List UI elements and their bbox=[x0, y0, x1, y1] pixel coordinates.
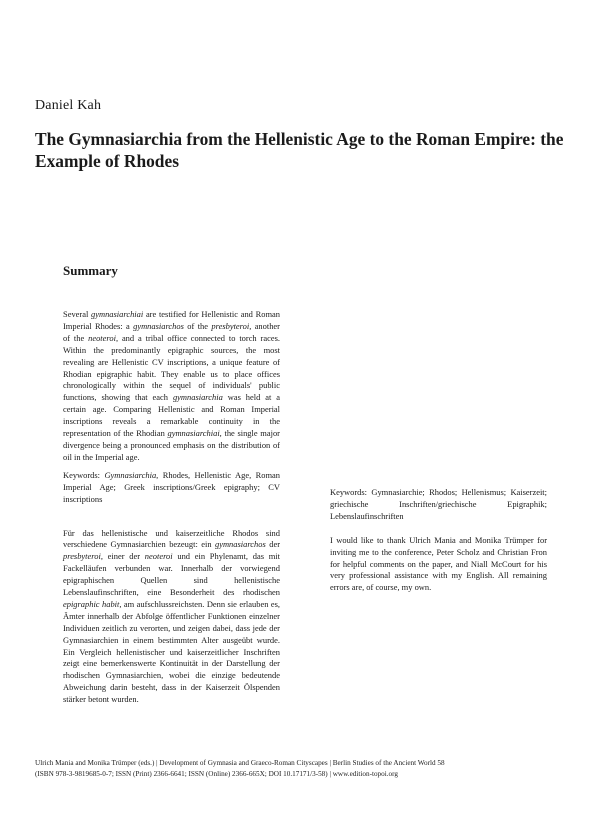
footer-line-1: Ulrich Mania and Monika Trümper (eds.) | Development of Gymnasia and Graeco-Roman Cityscapes | Berlin Studies of the Ancient World 58 bbox=[35, 759, 445, 767]
publication-footer bbox=[35, 758, 575, 780]
footer-line-2: (ISBN 978-3-9819685-0-7; ISSN (Print) 2366-6641; ISSN (Online) 2366-665X; DOI 10.17171/3-58) | www.edition-topoi.org bbox=[35, 770, 398, 778]
keywords-english: Keywords: Gymnasiarchia, Rhodes, Hellenistic Age, Roman Imperial Age; Greek inscriptions/Greek epigraphy; CV inscriptions bbox=[63, 469, 281, 504]
german-continuation-space bbox=[330, 309, 547, 487]
author-name: Daniel Kah bbox=[35, 98, 102, 113]
left-column bbox=[63, 309, 280, 706]
article-title: The Gymnasiarchia from the Hellenistic Age to the Roman Empire: the Example of Rhodes bbox=[35, 129, 564, 171]
acknowledgement: I would like to thank Ulrich Mania and Monika Trümper for inviting me to the conference, Peter Scholz and Christian Fron for helpful comments on the paper, and Niall McCourt for his very professional assistance with my English. All remaining errors are, of course, my own. bbox=[330, 534, 547, 593]
abstract-german: Für das hellenistische und kaiserzeitliche Rhodos sind verschiedene Gymnasiarchien bezeugt: ein gymnasiarchos der presbyteroi, einer der neoteroi und ein Phylenamt, das mit Fackelläufen verbunden war. Innerhalb der vorwiegend epigraphischen Quellen sind hellenistische Lebenslaufinschriften, eine Besonderheit des rhodischen epigraphic habit, am aufschlussreichsten. Denn sie erlauben es, Ämter innerhalb der Abfolge öffentlicher Funktionen einzelner Individuen zeitlich zu verorten, und zeigen dabei, dass jede der Gymnasiarchien in einem bestimmten Alter ausgeübt wurde. Ein Vergleich hellenistischer und kaiserzeitlicher Inschriften zeigt eine bemerkenswerte Kontinuität in der Darstellung der rhodischen Gymnasiarchien, wobei die einzige bedeutende Abweichung darin besteht, dass in der Kaiserzeit Ölspenden stärker betont wurden. bbox=[63, 527, 281, 705]
abstract-english: Several gymnasiarchiai are testified for Hellenistic and Roman Imperial Rhodes: a gymnasiarchos of the presbyteroi, another of the neoteroi, and a tribal office connected to torch races. Within the predominantly epigraphic sources, the most revealing are Hellenistic CV inscriptions, a unique feature of Rhodian epigraphic habit. They enable us to place offices chronologically within the sequel of individuals' public functions, showing that each gymnasiarchia was held at a certain age. Comparing Hellenistic and Roman Imperial inscriptions reveals a remarkable continuity in the representation of the Rhodian gymnasiarchiai, the single major divergence being a pronounced emphasis on the distribution of oil in the Imperial age. bbox=[63, 309, 281, 462]
summary-heading: Summary bbox=[63, 263, 118, 278]
right-column bbox=[330, 309, 547, 594]
keywords-german: Keywords: Gymnasiarchie; Rhodos; Hellenismus; Kaiserzeit; griechische Inschriften/griechische Epigraphik; Lebenslaufinschriften bbox=[330, 487, 547, 521]
